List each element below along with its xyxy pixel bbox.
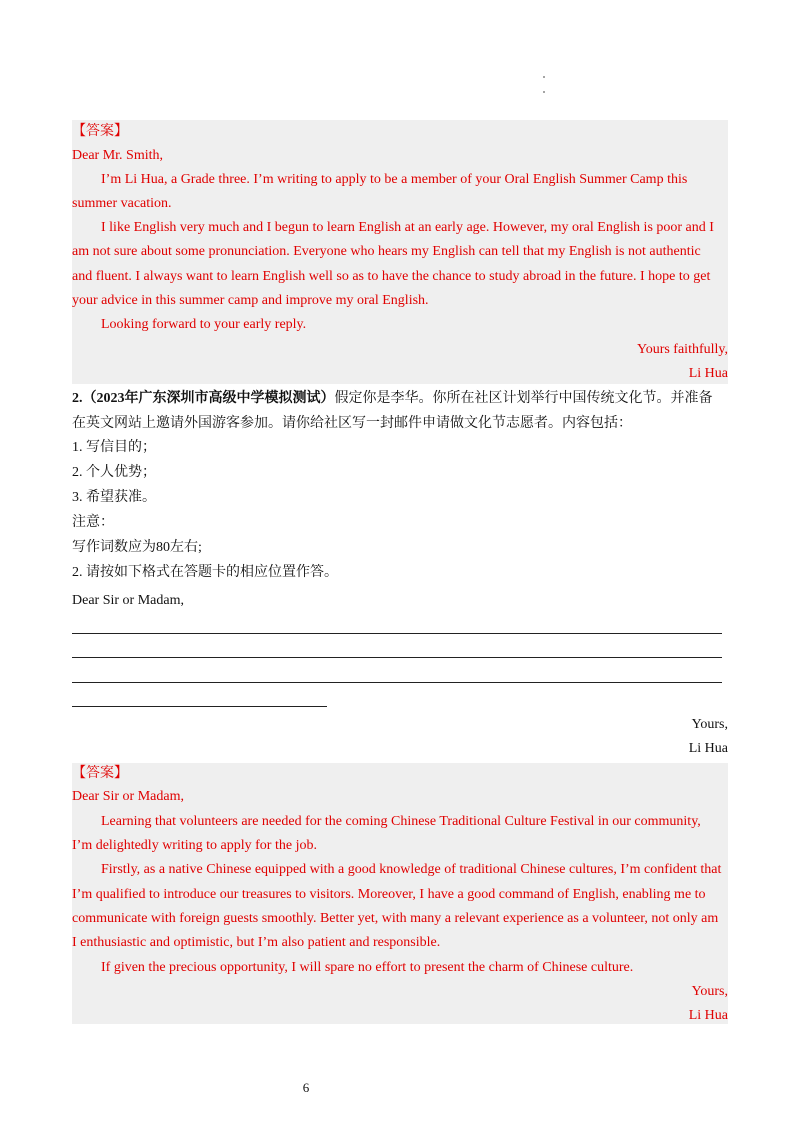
template-salutation: Dear Sir or Madam,: [72, 593, 184, 608]
letter-line: and fluent. I always want to learn English well so as to have the chance to study abroad in the future. I hope to get: [72, 269, 711, 284]
note-item: 2. 请按如下格式在答题卡的相应位置作答。: [72, 565, 338, 580]
letter-line: I’m qualified to introduce our treasures to visitors. Moreover, I have a good command of English, enabling me to: [72, 887, 706, 902]
template-closing: Yours,: [691, 717, 728, 732]
letter-line: I enthusiastic and optimistic, but I’m also patient and responsible.: [72, 935, 441, 950]
letter-line: Firstly, as a native Chinese equipped with a good knowledge of traditional Chinese cultures, I’m confident that: [101, 862, 722, 877]
decorative-dot: [543, 91, 545, 93]
letter-line: your advice in this summer camp and improve my oral English.: [72, 293, 429, 308]
letter-line: Looking forward to your early reply.: [101, 317, 307, 332]
note-label: 注意：: [72, 515, 114, 530]
question-number: 2.: [72, 391, 83, 406]
answer-label: 【答案】: [72, 124, 128, 139]
answer-label: 【答案】: [72, 766, 128, 781]
question-source: （2023年广东深圳市高级中学模拟测试）: [82, 391, 335, 406]
question-prompt: 假定你是李华。你所在社区计划举行中国传统文化节。并准备: [334, 391, 713, 406]
content-item: 2. 个人优势；: [72, 465, 156, 480]
answer-line: [72, 633, 722, 634]
letter-salutation: Dear Mr. Smith,: [72, 148, 163, 163]
note-item: 写作词数应为80左右;: [72, 540, 202, 555]
letter-line: I’m Li Hua, a Grade three. I’m writing to apply to be a member of your Oral English Summer Camp this: [101, 172, 688, 187]
letter-line: communicate with foreign guests smoothly. Better yet, with many a relevant experience as a volunteer, not only am: [72, 911, 719, 926]
letter-salutation: Dear Sir or Madam,: [72, 789, 184, 804]
letter-closing: Yours faithfully,: [636, 342, 728, 357]
letter-signature: Li Hua: [688, 366, 728, 381]
letter-line: I’m delightedly writing to apply for the job.: [72, 838, 317, 853]
answer-panel-1: [72, 120, 728, 384]
template-signature: Li Hua: [688, 741, 728, 756]
letter-closing: Yours,: [691, 984, 728, 999]
content-item: 1. 写信目的；: [72, 440, 156, 455]
answer-line: [72, 706, 327, 707]
page-number: 6: [302, 1080, 310, 1095]
question-2-heading: [72, 389, 728, 409]
question-prompt-line: 在英文网站上邀请外国游客参加。请你给社区写一封邮件申请做文化节志愿者。内容包括：: [72, 416, 632, 431]
answer-panel-2: [72, 763, 728, 1024]
answer-line: [72, 657, 722, 658]
content-item: 3. 希望获准。: [72, 490, 156, 505]
letter-line: summer vacation.: [72, 196, 172, 211]
letter-line: I like English very much and I begun to learn English at an early age. However, my oral English is poor and I: [101, 220, 714, 235]
decorative-dot: [543, 76, 545, 78]
letter-line: Learning that volunteers are needed for the coming Chinese Traditional Culture Festival in our community,: [101, 814, 701, 829]
letter-line: If given the precious opportunity, I will spare no effort to present the charm of Chinese culture.: [101, 960, 634, 975]
letter-signature: Li Hua: [688, 1008, 728, 1023]
letter-line: am not sure about some pronunciation. Everyone who hears my English can tell that my English is not authentic: [72, 244, 701, 259]
answer-line: [72, 682, 722, 683]
